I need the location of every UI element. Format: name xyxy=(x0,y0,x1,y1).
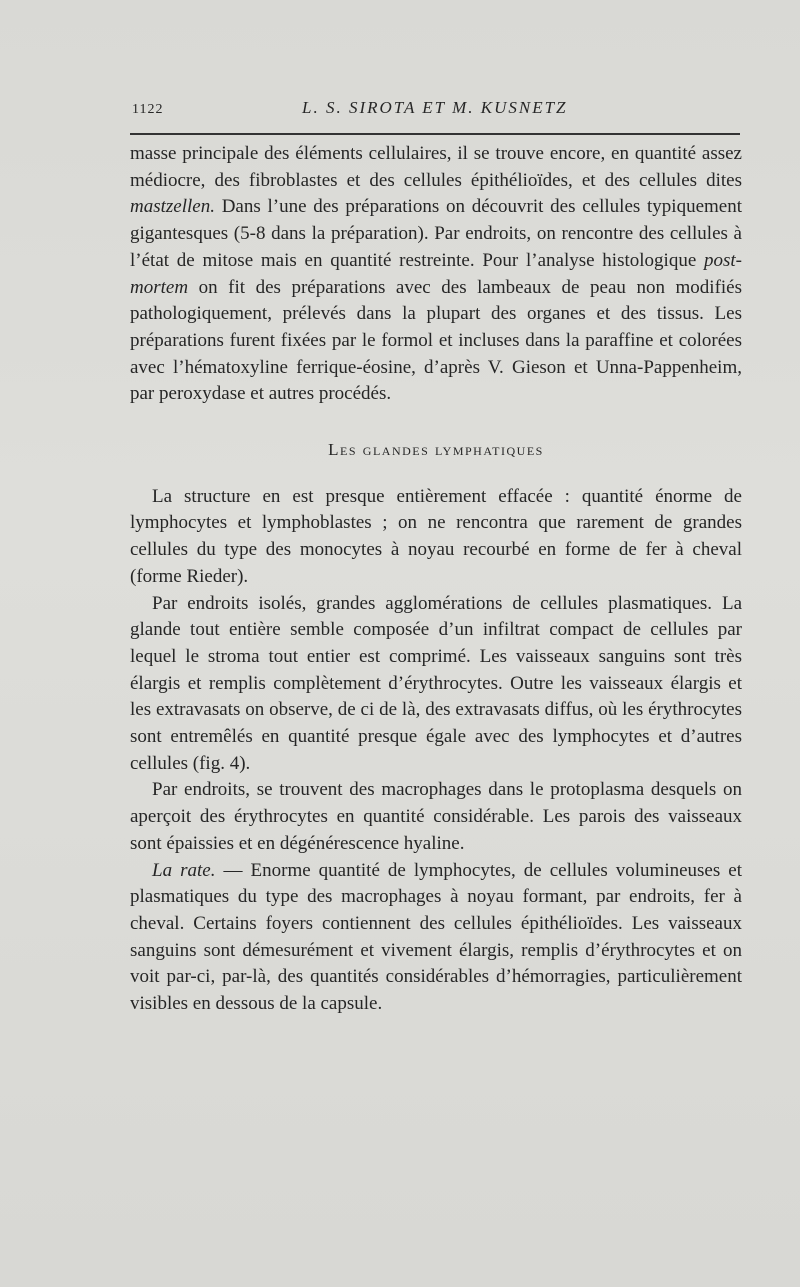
page-header xyxy=(132,98,738,124)
paragraph: La structure en est presque entièrement effacée : quantité énorme de lymphocytes et lymphoblastes ; on ne rencontra que rarement de grandes cellules du type des monocytes à noyau recourbé en forme de fer à cheval (forme Rieder). xyxy=(130,485,742,587)
paragraph-continuation: masse principale des éléments cellulaires, il se trouve encore, en quantité assez médiocre, des fibroblastes et des cellules épithélioïdes, et des cellules dites mastzellen. Dans l’une des préparations on découvrit des cellules typiquement gigantesques (5-8 dans la préparation). Par endroits, on rencontre des cellules à l’état de mitose mais en quantité restreinte. Pour l’analyse histologique post-mortem on fit des préparations avec des lambeaux de peau non modifiés pathologiquement, prélevés dans la plupart des organes et des tissus. Les préparations furent fixées par le formol et incluses dans la paraffine et colorées avec l’hématoxyline ferrique-éosine, d’après V. Gieson et Unna-Pappenheim, par peroxydase et autres procédés. xyxy=(130,143,742,405)
running-title: L. S. SIROTA ET M. KUSNETZ xyxy=(302,98,568,117)
section-heading: Les glandes lymphatiques xyxy=(328,440,544,460)
paragraph-la-rate: La rate. — Enorme quantité de lymphocytes, de cellules volumineuses et plasmatiques du type des macrophages à noyau formant, par endroits, fer à cheval. Certains foyers contiennent des cellules épithélioïdes. Les vaisseaux sanguins sont démesurément et vivement élargis, remplis d’érythrocytes et on voit par-ci, par-là, des quantités considérables d’hémorragies, particulièrement visibles en dessous de la capsule. xyxy=(130,859,742,1015)
page-number: 1122 xyxy=(132,102,164,117)
paragraph: Par endroits, se trouvent des macrophages dans le protoplasma desquels on aperçoit des érythrocytes en quantité considérable. Les parois des vaisseaux sont épaissies et en dégénérescence hyaline. xyxy=(130,779,742,854)
paragraph: Par endroits isolés, grandes agglomérations de cellules plasmatiques. La glande tout entière semble composée d’un infiltrat compact de cellules par lequel le stroma tout entier est comprimé. Les vaisseaux sanguins sont très élargis et remplis complètement d’érythrocytes. Outre les vaisseaux élargis et les extravasats on observe, de ci de là, des extravasats diffus, où les érythrocytes sont entremêlés en quantité presque égale avec des lymphocytes et d’autres cellules (fig. 4). xyxy=(130,592,742,774)
term-post-mortem: post-mortem xyxy=(130,249,742,298)
subsection-title: La rate. xyxy=(152,859,216,881)
term-mastzellen: mastzellen. xyxy=(130,196,215,218)
header-rule xyxy=(130,133,740,135)
body-text xyxy=(130,141,742,1018)
